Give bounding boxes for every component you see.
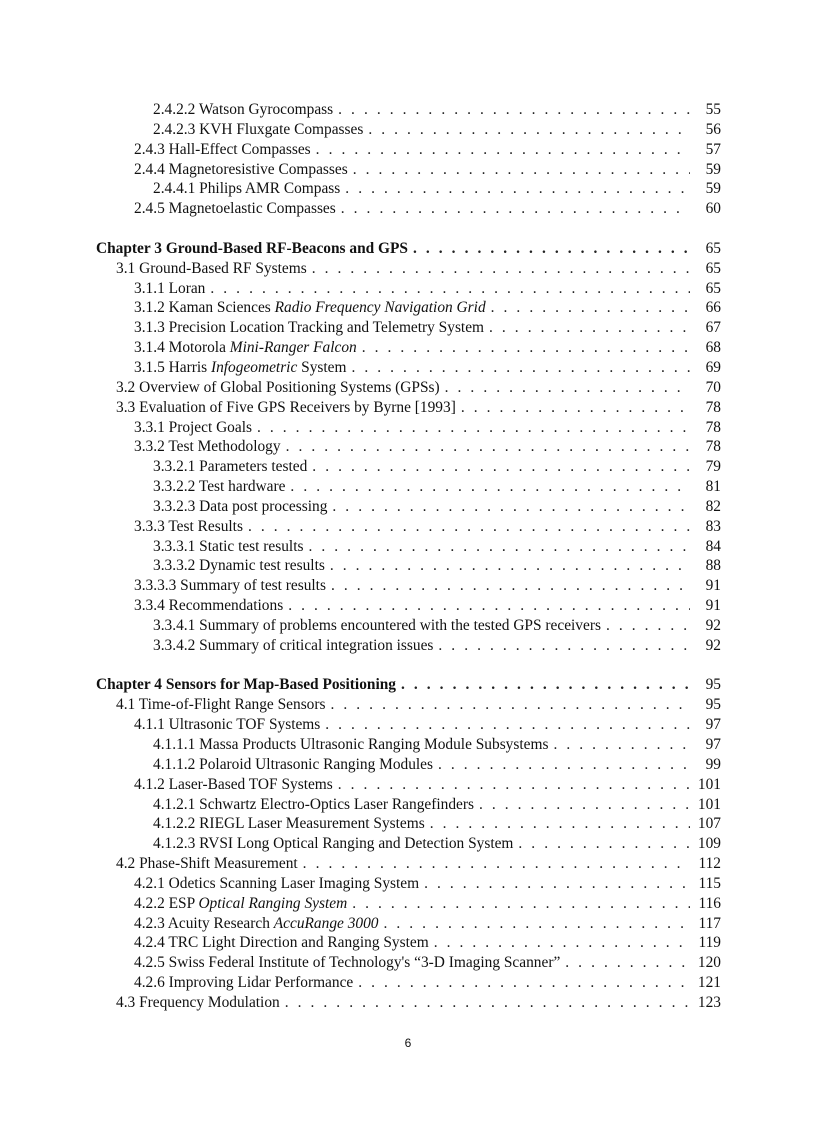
section-spacer (96, 219, 721, 239)
toc-entry-title: 3.3.4 Recommendations (134, 597, 284, 615)
toc-entry-title: 3.3.4.2 Summary of critical integration issues (153, 636, 434, 654)
section-spacer (96, 656, 721, 676)
dot-leader (434, 933, 690, 953)
dot-leader (430, 814, 690, 834)
toc-page-number: 95 (705, 676, 721, 694)
dot-leader (316, 140, 690, 160)
toc-entry-title: Chapter 3 Ground-Based RF-Beacons and GPS (96, 239, 408, 257)
toc-page-number: 95 (705, 696, 721, 714)
dot-leader (401, 675, 690, 695)
toc-entry-title: 3.1.3 Precision Location Tracking and Telemetry System (134, 319, 485, 337)
toc-entry-title: 3.3.3.1 Static test results (153, 537, 304, 555)
toc-page-number: 117 (698, 914, 721, 932)
toc-page-number: 57 (705, 140, 721, 158)
dot-leader (518, 834, 690, 854)
toc-entry-title: 4.2.4 TRC Light Direction and Ranging System (134, 934, 429, 952)
dot-leader (210, 279, 690, 299)
toc-page-number: 56 (705, 120, 721, 138)
toc-entry-title: 2.4.4.1 Philips AMR Compass (153, 180, 341, 198)
toc-entry[interactable] (96, 437, 721, 457)
toc-page-number: 59 (705, 160, 721, 178)
dot-leader (489, 318, 690, 338)
dot-leader (445, 378, 690, 398)
toc-page-number: 83 (705, 517, 721, 535)
toc-entry[interactable] (96, 497, 721, 517)
dot-leader (358, 973, 690, 993)
toc-page-number: 78 (705, 418, 721, 436)
toc-entry[interactable] (96, 596, 721, 616)
toc-entry-title: 3.3.2.1 Parameters tested (153, 458, 308, 476)
toc-entry-title: 3.3.2 Test Methodology (134, 438, 281, 456)
toc-entry-title: 3.3.3.2 Dynamic test results (153, 557, 325, 575)
toc-entry-title: 4.2.6 Improving Lidar Performance (134, 974, 354, 992)
toc-page-number: 60 (705, 200, 721, 218)
toc-entry-title: 2.4.4 Magnetoresistive Compasses (134, 160, 348, 178)
toc-page-number: 109 (697, 835, 721, 853)
toc-page-number: 115 (698, 874, 721, 892)
toc-page-number: 123 (697, 993, 721, 1011)
toc-entry[interactable] (96, 814, 721, 834)
toc-entry[interactable] (96, 616, 721, 636)
dot-leader (438, 636, 690, 656)
toc-page-number: 116 (698, 894, 721, 912)
dot-leader (290, 477, 690, 497)
dot-leader (413, 239, 690, 259)
toc-entry-title: 3.3.3 Test Results (134, 517, 243, 535)
toc-entry-title: 4.1 Time-of-Flight Range Sensors (116, 696, 326, 714)
toc-page-number: 97 (705, 716, 721, 734)
toc-entry[interactable] (96, 874, 721, 894)
toc-entry-title: 4.2.5 Swiss Federal Institute of Technology's “3-D Imaging Scanner” (134, 954, 561, 972)
dot-leader (286, 437, 690, 457)
toc-page-number: 88 (705, 557, 721, 575)
toc-entry-title: 4.1.1.2 Polaroid Ultrasonic Ranging Modules (153, 755, 433, 773)
toc-page-number: 99 (705, 755, 721, 773)
toc-page-number: 65 (705, 239, 721, 257)
dot-leader (362, 338, 690, 358)
toc-entry[interactable] (96, 517, 721, 537)
dot-leader (331, 576, 690, 596)
dot-leader (248, 517, 690, 537)
toc-entry-title: 4.1.1.1 Massa Products Ultrasonic Ranging Module Subsystems (153, 736, 549, 753)
toc-entry[interactable] (96, 973, 721, 993)
dot-leader (351, 358, 690, 378)
toc-entry[interactable] (96, 537, 721, 557)
toc-page-number: 84 (705, 537, 721, 555)
toc-page-number: 69 (705, 358, 721, 376)
dot-leader (312, 259, 690, 279)
dot-leader (312, 457, 690, 477)
toc-entry[interactable] (96, 477, 721, 497)
toc-page-number: 91 (705, 577, 721, 595)
dot-leader (461, 398, 690, 418)
dot-leader (383, 914, 690, 934)
toc-entry[interactable] (96, 179, 721, 199)
toc-chapter-heading[interactable] (96, 239, 721, 259)
toc-entry[interactable] (96, 854, 721, 874)
toc-entry[interactable] (96, 715, 721, 735)
dot-leader (606, 616, 690, 636)
dot-leader (338, 775, 690, 795)
toc-entry[interactable] (96, 279, 721, 299)
toc-entry[interactable] (96, 695, 721, 715)
toc-page-number: 112 (698, 855, 721, 873)
dot-leader (353, 160, 690, 180)
dot-leader (330, 556, 690, 576)
toc-page-number: 119 (698, 934, 721, 952)
toc-entry-title: 3.1.2 Kaman Sciences Radio Frequency Navigation Grid (134, 299, 486, 317)
toc-entry[interactable] (96, 894, 721, 914)
toc-entry-title: 4.1.2.2 RIEGL Laser Measurement Systems (153, 815, 425, 833)
toc-entry[interactable] (96, 576, 721, 596)
toc-entry-title: 4.1.2 Laser-Based TOF Systems (134, 775, 333, 793)
toc-page-number: 66 (705, 299, 721, 317)
dot-leader (352, 894, 690, 914)
toc-entry[interactable] (96, 755, 721, 775)
dot-leader (368, 120, 690, 140)
dot-leader (331, 695, 691, 715)
toc-entry[interactable] (96, 298, 721, 318)
dot-leader (553, 735, 690, 755)
toc-page-number: 101 (697, 795, 721, 813)
toc-page-number: 91 (705, 597, 721, 615)
toc-entry-title: 4.2.1 Odetics Scanning Laser Imaging System (134, 874, 420, 892)
toc-entry[interactable] (96, 318, 721, 338)
toc-entry-title: 3.2 Overview of Global Positioning Systems (GPSs) (116, 378, 440, 396)
toc-entry[interactable] (96, 100, 721, 120)
toc-page-number: 55 (705, 101, 721, 118)
toc-entry-title: 4.1.2.3 RVSI Long Optical Ranging and Detection System (153, 835, 514, 853)
toc-page-number: 70 (705, 378, 721, 396)
toc-entry[interactable] (96, 418, 721, 438)
toc-entry[interactable] (96, 160, 721, 180)
toc-entry[interactable] (96, 933, 721, 953)
toc-page-number: 59 (705, 180, 721, 198)
toc-entry-title: 2.4.2.2 Watson Gyrocompass (153, 101, 334, 118)
toc-page-number: 101 (697, 775, 721, 793)
toc-entry[interactable] (96, 338, 721, 358)
page-number: 6 (404, 1036, 412, 1050)
toc-entry[interactable] (96, 199, 721, 219)
toc-entry[interactable] (96, 556, 721, 576)
toc-entry[interactable] (96, 358, 721, 378)
toc-entry-title: 3.3.1 Project Goals (134, 418, 252, 436)
toc-entry-title: 4.2 Phase-Shift Measurement (116, 855, 298, 873)
toc-entry[interactable] (96, 457, 721, 477)
toc-entry-title: 4.1.1 Ultrasonic TOF Systems (134, 716, 321, 734)
toc-entry[interactable] (96, 795, 721, 815)
dot-leader (332, 497, 690, 517)
toc-entry-title: 3.1.5 Harris Infogeometric System (134, 358, 347, 376)
toc-entry-title: 2.4.2.3 KVH Fluxgate Compasses (153, 120, 364, 138)
toc-page-number: 78 (705, 398, 721, 416)
dot-leader (325, 715, 690, 735)
table-of-contents (96, 100, 721, 1013)
toc-entry[interactable] (96, 259, 721, 279)
toc-entry[interactable] (96, 398, 721, 418)
toc-entry-title: 4.2.3 Acuity Research AccuRange 3000 (134, 914, 379, 932)
dot-leader (257, 418, 690, 438)
toc-page-number: 107 (697, 815, 721, 833)
toc-page-number: 92 (705, 636, 721, 654)
toc-entry[interactable] (96, 993, 721, 1013)
toc-entry-title: 4.2.2 ESP Optical Ranging System (134, 894, 348, 912)
toc-entry[interactable] (96, 735, 721, 755)
dot-leader (424, 874, 690, 894)
toc-entry[interactable] (96, 914, 721, 934)
toc-entry[interactable] (96, 140, 721, 160)
toc-page-number: 68 (705, 339, 721, 357)
toc-entry-title: 4.3 Frequency Modulation (116, 993, 280, 1011)
toc-entry[interactable] (96, 953, 721, 973)
dot-leader (308, 537, 690, 557)
dot-leader (285, 993, 690, 1013)
dot-leader (438, 755, 690, 775)
toc-page-number: 92 (705, 616, 721, 634)
toc-page-number: 81 (705, 478, 721, 496)
toc-page-number: 65 (705, 279, 721, 297)
toc-entry-title: 3.1.4 Motorola Mini-Ranger Falcon (134, 339, 357, 357)
toc-entry[interactable] (96, 120, 721, 140)
toc-page-number: 120 (697, 954, 721, 972)
toc-entry-title: 3.1.1 Loran (134, 279, 206, 297)
dot-leader (341, 199, 690, 219)
dot-leader (338, 100, 690, 120)
toc-entry-title: 3.3.4.1 Summary of problems encountered with the tested GPS receivers (153, 616, 601, 634)
toc-page-number: 82 (705, 497, 721, 515)
toc-entry-title: 3.3.3.3 Summary of test results (134, 577, 326, 595)
toc-page-number: 78 (705, 438, 721, 456)
toc-entry-title: 2.4.3 Hall-Effect Compasses (134, 140, 311, 158)
dot-leader (479, 795, 690, 815)
toc-entry-title: 3.1 Ground-Based RF Systems (116, 259, 307, 277)
toc-entry[interactable] (96, 834, 721, 854)
dot-leader (303, 854, 690, 874)
toc-page-number: 65 (705, 259, 721, 277)
toc-entry[interactable] (96, 378, 721, 398)
toc-entry-title: 4.1.2.1 Schwartz Electro-Optics Laser Rangefinders (153, 795, 474, 813)
toc-entry-title: 3.3.2.3 Data post processing (153, 497, 328, 515)
toc-entry-title: 3.3 Evaluation of Five GPS Receivers by Byrne [1993] (116, 398, 456, 416)
toc-entry[interactable] (96, 775, 721, 795)
dot-leader (565, 953, 690, 973)
toc-page-number: 97 (705, 736, 721, 753)
toc-entry-title: 3.3.2.2 Test hardware (153, 478, 286, 496)
toc-page-number: 121 (697, 974, 721, 992)
toc-chapter-heading[interactable] (96, 675, 721, 695)
toc-page-number: 79 (705, 458, 721, 476)
dot-leader (345, 179, 690, 199)
dot-leader (491, 298, 690, 318)
toc-entry-title: Chapter 4 Sensors for Map-Based Positioning (96, 676, 396, 694)
dot-leader (288, 596, 690, 616)
toc-page-number: 67 (705, 319, 721, 337)
toc-entry-title: 2.4.5 Magnetoelastic Compasses (134, 200, 336, 218)
toc-entry[interactable] (96, 636, 721, 656)
